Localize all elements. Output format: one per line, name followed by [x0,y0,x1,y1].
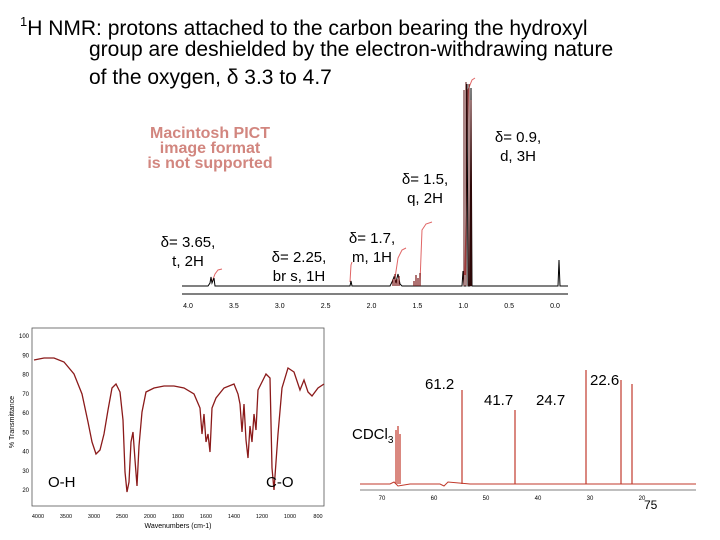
heading-line-1: $^1$H NMR: protons attached to the carbon bearing the hydroxyl [20,14,588,40]
h-nmr-ticks-label: 2.5 [320,303,331,310]
ir-x-ticks-label: 4000 [31,514,45,520]
c-peak-24-7: 24.7 [536,392,566,409]
h-peak-label-2-25: δ= 2.25, br s, 1H [271,249,327,285]
pict-placeholder: Macintosh PICT image format is not supported [147,125,273,172]
h-nmr-ticks-label: 3.0 [274,303,285,310]
h-peak-label-0-9: δ= 0.9, d, 3H [494,129,542,165]
h-nmr-ticks-label: 2.0 [366,303,377,310]
h-peak-label-1-7: δ= 1.7, m, 1H [348,230,396,266]
ir-x-ticks-label: 1000 [283,514,297,520]
c-nmr-ticks-label: 50 [482,496,490,502]
h-nmr-ticks-label: 1.0 [458,303,469,310]
ir-x-ticks-label: 800 [313,514,323,520]
heading-line-2: group are deshielded by the electron-withdrawing nature [89,38,614,61]
c-peak-41-7: 41.7 [484,392,514,409]
ir-co-label: C-O [266,474,294,491]
ir-y-ticks-label: 30 [22,468,29,475]
c-nmr-ticks-label: 30 [586,496,594,502]
c-nmr-spectrum [350,330,720,505]
ir-x-ticks-label: 1200 [255,514,269,520]
ir-x-ticks-label: 3500 [59,514,73,520]
heading-line-3: of the oxygen, δ 3.3 to 4.7 [89,66,332,89]
c-nmr-baseline [360,482,696,486]
h-nmr-ticks-label: 3.5 [229,303,239,310]
h-nmr-spectrum [170,60,590,330]
c-nmr-ticks-label: 60 [430,496,438,502]
ir-y-ticks-label: 100 [18,334,29,340]
ir-y-ticks-label: 40 [22,449,29,456]
slide-number: 75 [644,498,658,512]
ir-x-ticks-label: 1600 [199,514,213,520]
ir-x-ticks-label: 1800 [171,514,185,520]
ir-y-ticks-label: 60 [22,411,29,417]
ir-x-ticks-label: 1400 [227,514,241,520]
h-peak-label-3-65: δ= 3.65, t, 2H [160,234,216,270]
c-peak-61-2: 61.2 [425,376,455,393]
ir-trace [34,358,324,492]
ir-spectrum [4,322,334,532]
h-nmr-ticks-label: 1.5 [412,303,423,310]
solvent-label: CDCl$_3$ [352,426,394,446]
ir-y-axis-ticks [19,334,30,494]
c-nmr-ticks-label: 40 [534,496,542,502]
c-nmr-ticks-label: 70 [378,496,386,502]
ir-y-ticks-label: 90 [22,353,29,360]
h-nmr-ticks-label: 0.0 [550,303,560,310]
h-nmr-ticks-label: 4.0 [183,303,193,310]
ir-x-ticks-label: 2500 [115,514,129,520]
ir-x-axis-ticks [32,514,323,520]
ir-y-ticks-label: 70 [22,391,29,398]
ir-y-ticks-label: 80 [22,372,29,379]
c-peak-22-6: 22.6 [590,372,620,389]
ir-oh-label: O-H [48,474,76,491]
ir-y-ticks-label: 50 [22,430,29,437]
ir-x-axis-label: Wavenumbers (cm-1) [144,523,212,530]
ir-x-ticks-label: 3000 [87,514,101,520]
ir-x-ticks-label: 2000 [143,514,157,520]
ir-y-ticks-label: 20 [22,488,29,494]
h-peak-label-1-5: δ= 1.5, q, 2H [401,171,449,207]
c-nmr-axis-ticks [379,496,646,502]
ir-y-axis-label: % Transmittance [9,395,16,449]
h-nmr-ticks-label: 0.5 [504,303,514,310]
h-nmr-multiplets [393,273,420,286]
c-nmr-ticks-label: 20 [638,496,646,502]
h-nmr-axis-ticks [183,303,560,310]
